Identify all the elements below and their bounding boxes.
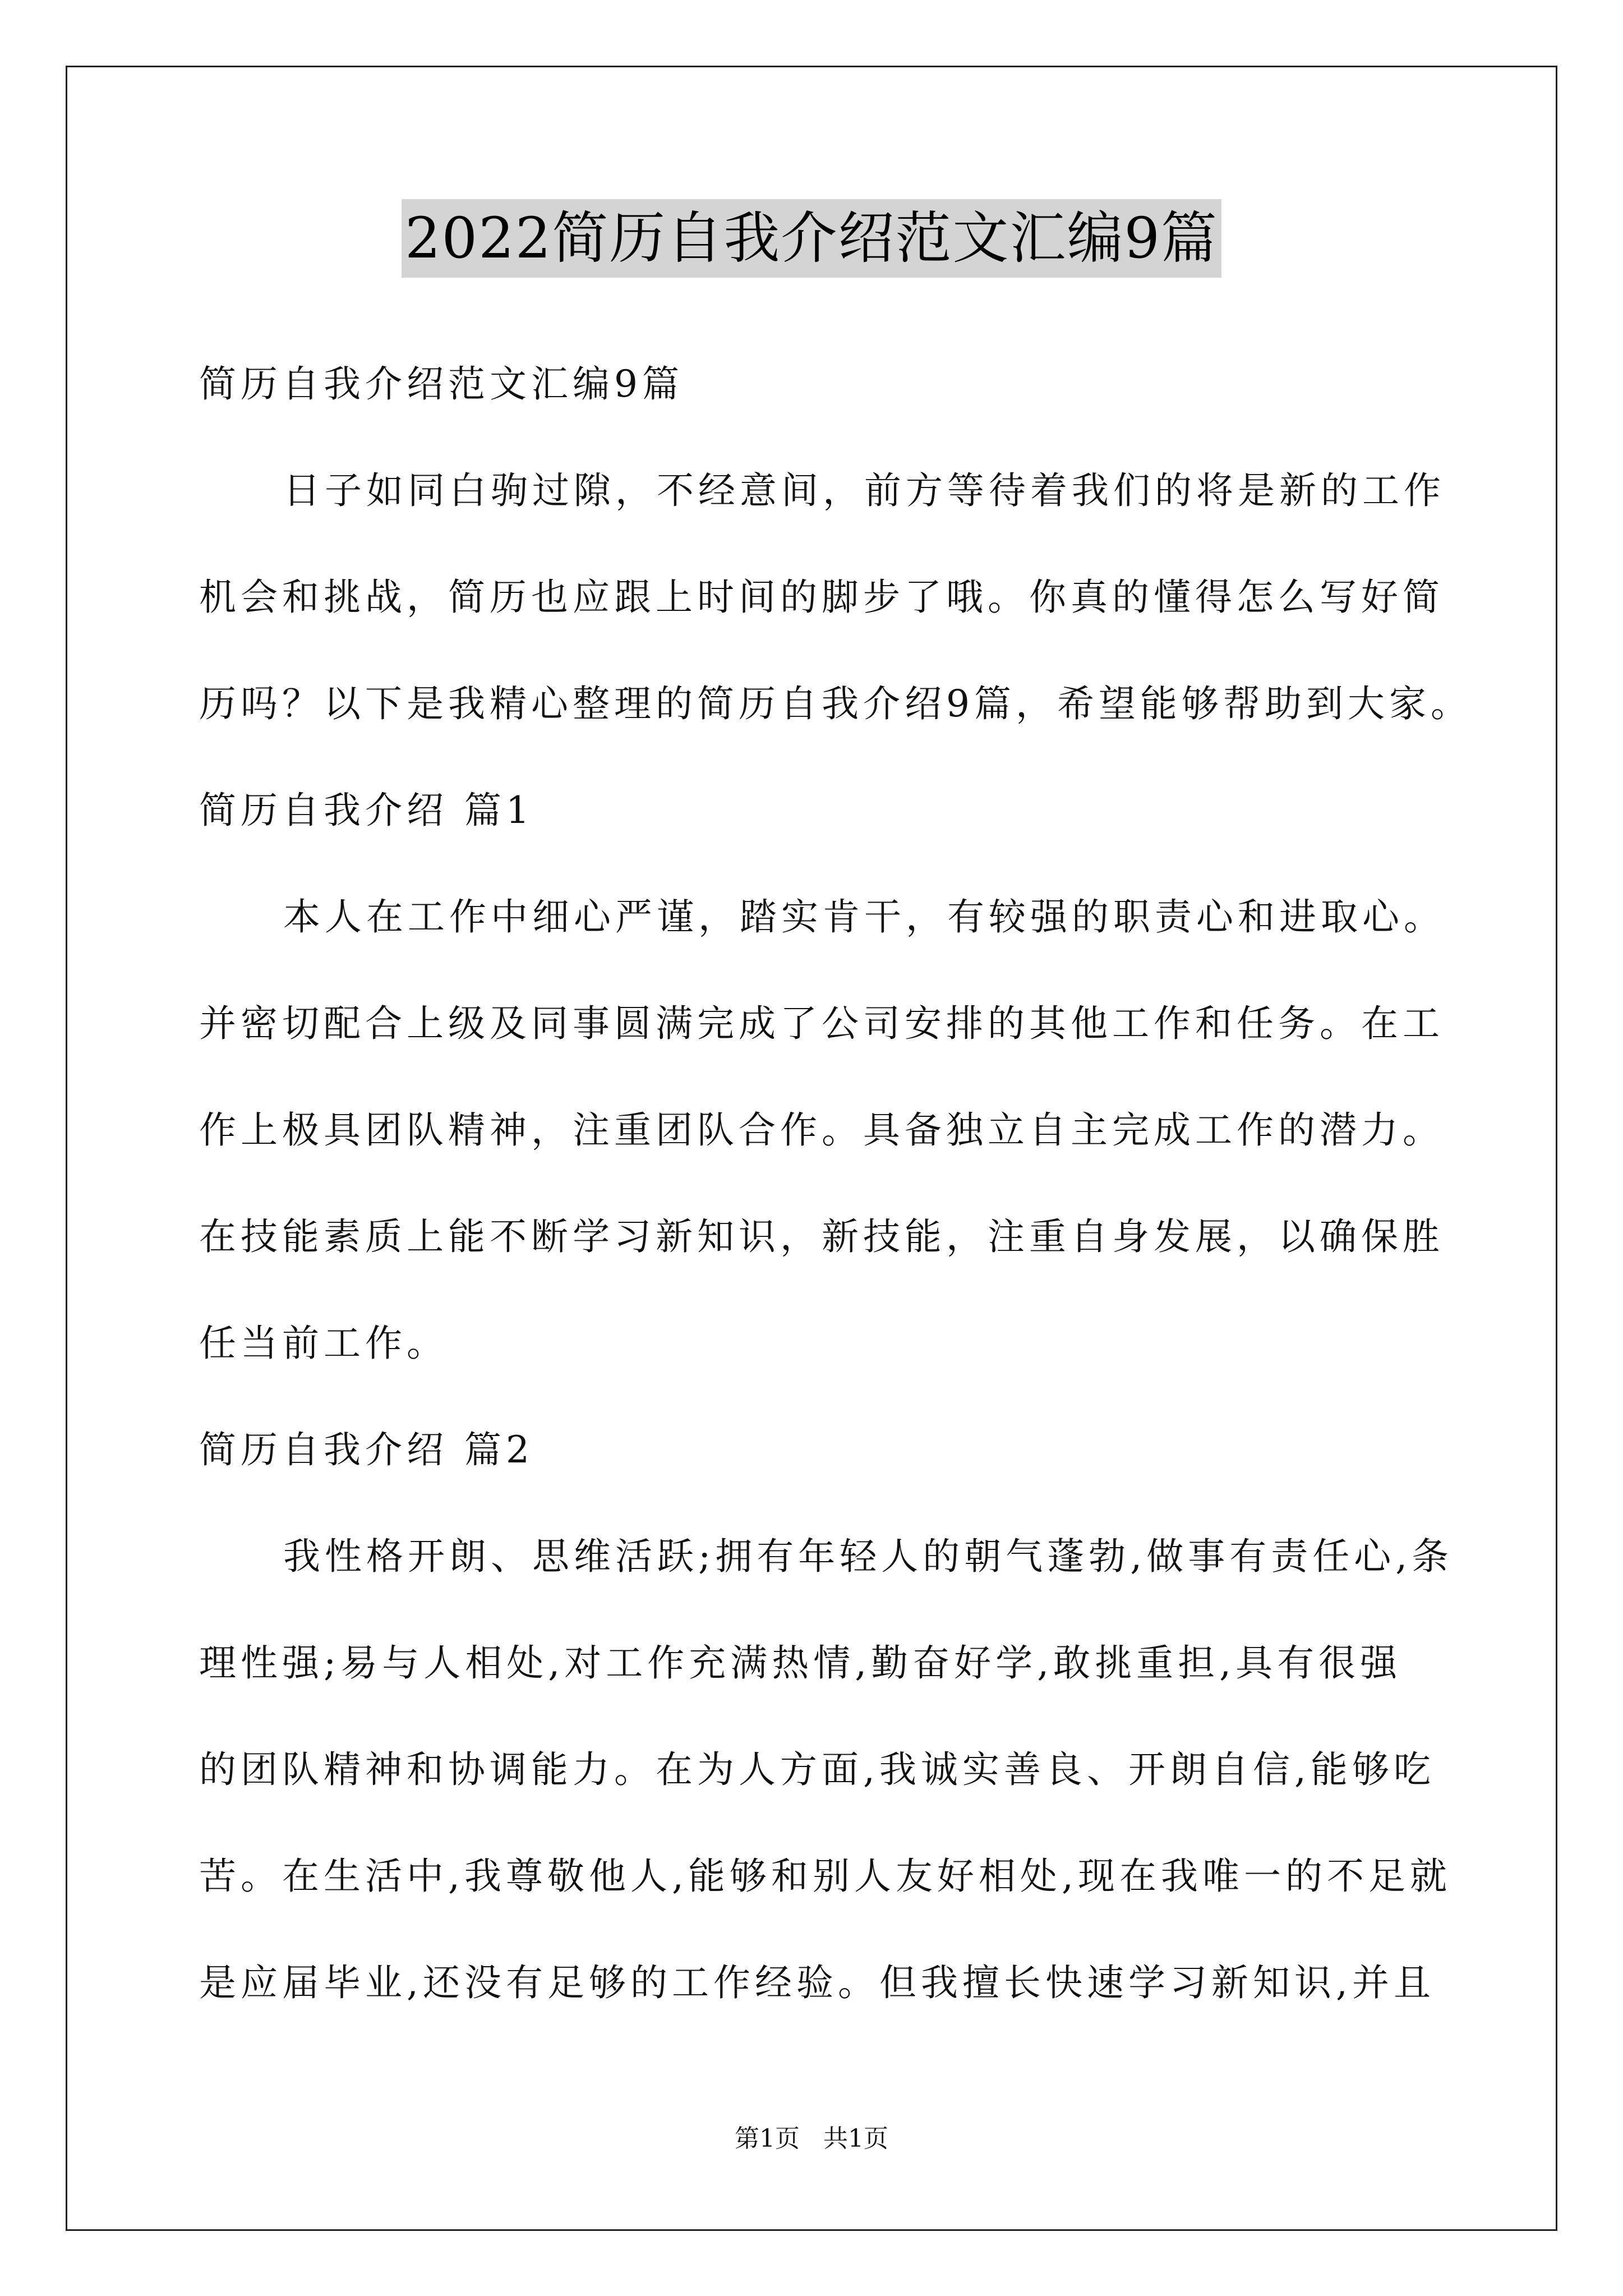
text-line: 是应届毕业,还没有足够的工作经验。但我擅长快速学习新知识,并且 [199, 1961, 1435, 2004]
text-line: 本人在工作中细心严谨，踏实肯干，有较强的职责心和进取心。 [283, 895, 1445, 938]
text-line: 简历自我介绍 篇1 [199, 789, 534, 832]
text-line: 在技能素质上能不断学习新知识，新技能，注重自身发展，以确保胜 [199, 1215, 1444, 1258]
text-line: 作上极具团队精神，注重团队合作。具备独立自主完成工作的潜力。 [199, 1108, 1444, 1152]
document-body [199, 331, 1472, 2036]
text-line: 的团队精神和协调能力。在为人方面,我诚实善良、开朗自信,能够吃 [199, 1748, 1435, 1791]
text-line: 苦。在生活中,我尊敬他人,能够和别人友好相处,现在我唯一的不足就 [199, 1855, 1451, 1898]
text-line: 我性格开朗、思维活跃;拥有年轻人的朝气蓬勃,做事有责任心,条 [283, 1535, 1454, 1578]
page-footer: 第1页 共1页 [735, 2124, 888, 2153]
text-line: 日子如同白驹过隙，不经意间，前方等待着我们的将是新的工作 [283, 469, 1445, 512]
text-line: 任当前工作。 [199, 1322, 448, 1365]
text-line: 机会和挑战，简历也应跟上时间的脚步了哦。你真的懂得怎么写好简 [199, 576, 1444, 619]
title-container [0, 199, 1623, 278]
text-line: 理性强;易与人相处,对工作充满热情,勤奋好学,敢挑重担,具有很强 [199, 1641, 1402, 1685]
document-title: 2022简历自我介绍范文汇编9篇 [402, 199, 1221, 278]
text-line: 简历自我介绍范文汇编9篇 [199, 362, 684, 406]
text-line: 并密切配合上级及同事圆满完成了公司安排的其他工作和任务。在工 [199, 1002, 1444, 1045]
text-line: 简历自我介绍 篇2 [199, 1428, 534, 1471]
text-line: 历吗？以下是我精心整理的简历自我介绍9篇，希望能够帮助到大家。 [199, 682, 1472, 725]
